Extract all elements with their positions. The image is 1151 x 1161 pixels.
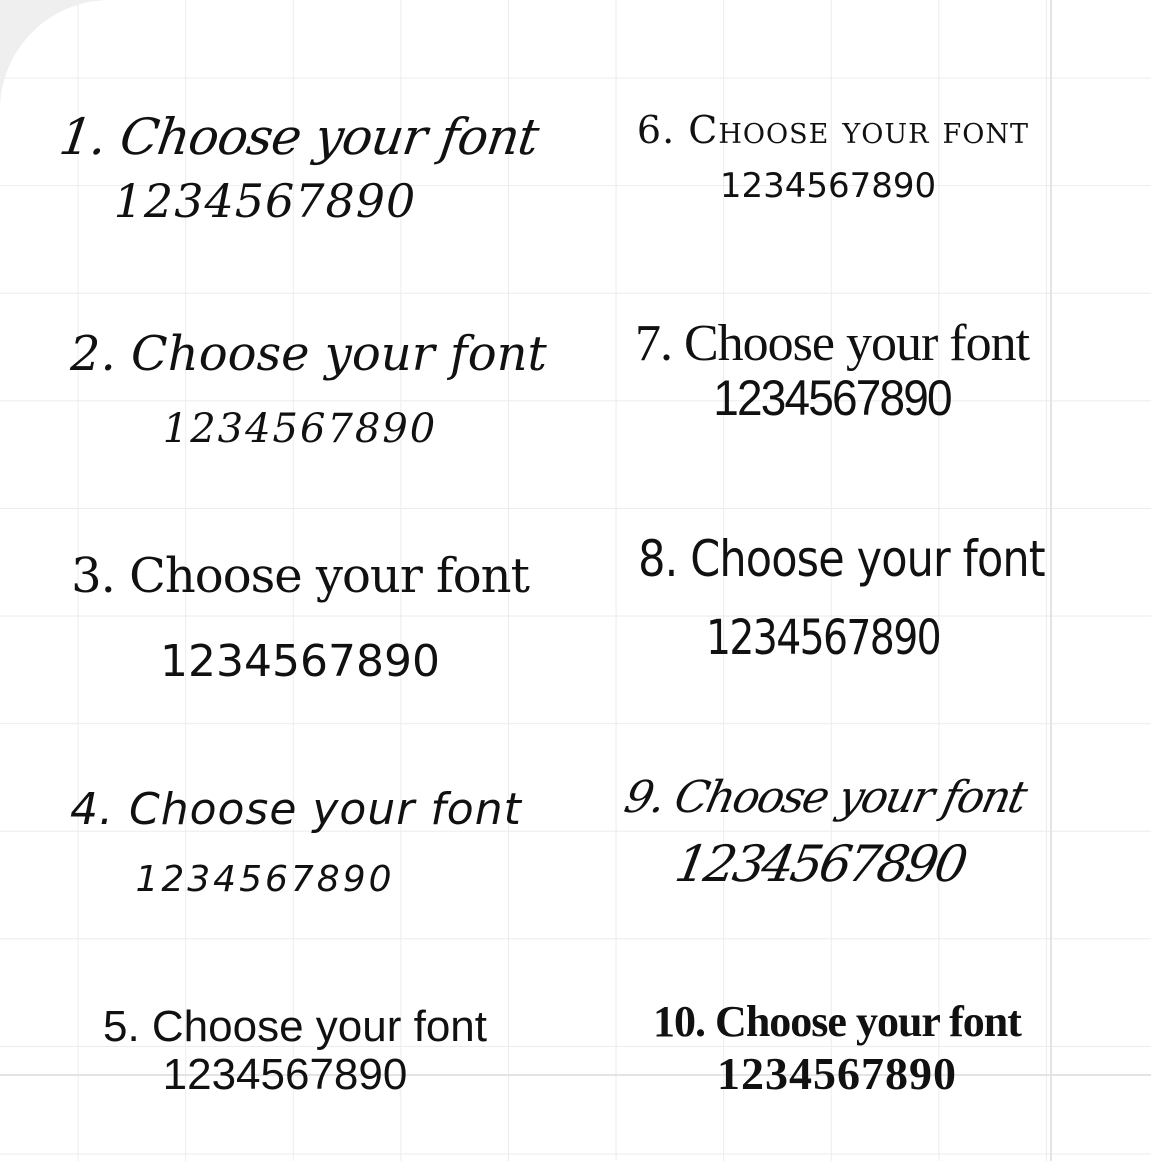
font-option-title: 10. Choose your font bbox=[653, 997, 1021, 1046]
font-option-9[interactable] bbox=[610, 772, 1040, 893]
font-option-numbers: 1234567890 bbox=[717, 1048, 957, 1099]
font-option-8[interactable] bbox=[608, 530, 1045, 666]
font-option-2[interactable] bbox=[70, 326, 547, 452]
font-option-numbers: 1234567890 bbox=[160, 636, 440, 687]
font-option-1[interactable] bbox=[55, 108, 542, 228]
font-option-title: 6. Choose your font bbox=[636, 108, 1030, 152]
font-option-numbers: 1234567890 bbox=[705, 610, 941, 666]
font-option-title: 5. Choose your font bbox=[102, 1002, 487, 1051]
font-option-numbers: 1234567890 bbox=[162, 1050, 408, 1099]
font-option-title: 3. Choose your font bbox=[71, 548, 529, 604]
font-option-7[interactable] bbox=[612, 314, 1052, 427]
font-option-numbers: 1234567890 bbox=[719, 166, 937, 206]
font-option-6[interactable] bbox=[608, 108, 1058, 206]
font-option-numbers: 1234567890 bbox=[670, 835, 970, 893]
font-option-5[interactable] bbox=[70, 1002, 520, 1100]
font-option-numbers: 1234567890 bbox=[162, 406, 438, 452]
font-option-numbers: 1234567890 bbox=[113, 174, 417, 228]
font-option-title: 7. Choose your font bbox=[634, 315, 1030, 372]
font-option-numbers: 1234567890 bbox=[135, 859, 395, 900]
font-option-10[interactable] bbox=[612, 996, 1062, 1100]
font-option-3[interactable] bbox=[70, 548, 530, 687]
font-option-title: 2. Choose your font bbox=[70, 326, 547, 382]
font-option-4[interactable] bbox=[70, 784, 522, 900]
font-option-title: 9. Choose your font bbox=[620, 772, 1030, 823]
font-option-title: 4. Choose your font bbox=[70, 784, 522, 835]
font-option-title: 8. Choose your font bbox=[638, 530, 1045, 588]
font-option-title: 1. Choose your font bbox=[55, 108, 542, 166]
font-option-numbers: 1234567890 bbox=[713, 370, 951, 426]
